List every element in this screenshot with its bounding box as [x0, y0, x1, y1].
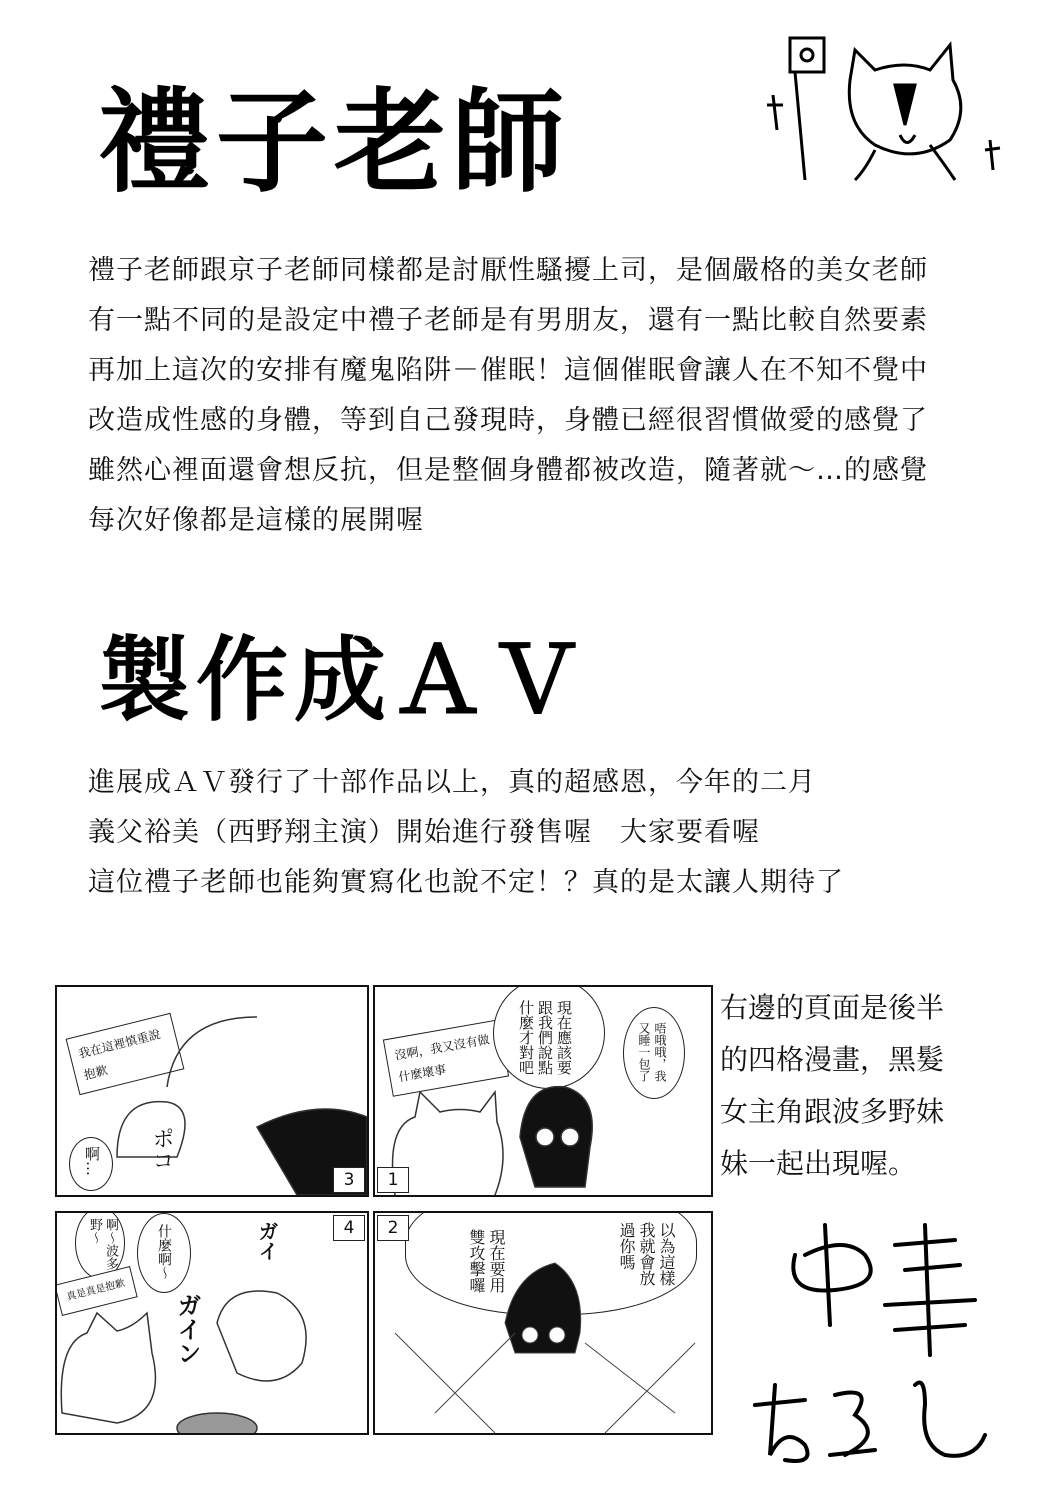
- speech-bubble: 唔哦哦，我又睡一包了: [623, 1007, 685, 1099]
- body-line: 義父裕美（西野翔主演）開始進行發售喔 大家要看喔: [88, 817, 760, 848]
- comic-panel-2: [373, 1211, 713, 1435]
- speech-bubble: 什麼啊～: [137, 1213, 191, 1293]
- body-line: 禮子老師跟京子老師同樣都是討厭性騷擾上司，是個嚴格的美女老師: [88, 255, 928, 286]
- body-line: 改造成性感的身體，等到自己發現時，身體已經很習慣做愛的感覺了: [88, 405, 928, 436]
- cat-doodle: [755, 30, 1005, 190]
- panel-number: 1: [377, 1167, 409, 1193]
- panel-number: 2: [377, 1215, 409, 1241]
- body-line: 雖然心裡面還會想反抗，但是整個身體都被改造，隨著就～…的感覺: [88, 455, 928, 486]
- section-title-reiko: 禮子老師: [98, 78, 570, 208]
- body-line: 再加上這次的安排有魔鬼陷阱－催眠！這個催眠會讓人在不知不覺中: [88, 355, 928, 386]
- speech-bubble: 啊…: [69, 1137, 113, 1191]
- comic-panel-4: [55, 1211, 369, 1435]
- side-note: [720, 982, 944, 1190]
- speech-bubble: 以為這樣我就會放過你嗎 現在要用雙攻擊囉: [405, 1211, 697, 1315]
- section-title-av: 製作成ＡＶ: [98, 627, 589, 734]
- comic-panel-3: [55, 985, 369, 1197]
- body-line: 這位禮子老師也能夠實寫化也說不定！？真的是太讓人期待了: [88, 867, 844, 898]
- panel-art: [57, 1213, 367, 1433]
- panel-number: 3: [333, 1167, 365, 1193]
- section2-body: [88, 758, 844, 908]
- speech-bubble: 現在應該要跟我們說點什麼才對吧: [493, 985, 605, 1089]
- body-line: 每次好像都是這樣的展開喔: [88, 505, 424, 536]
- side-note-line: 右邊的頁面是後半: [720, 991, 945, 1024]
- cat-sign: 沒啊，我又沒有做什麼壞事: [383, 1019, 509, 1097]
- panel-art: [57, 987, 367, 1195]
- side-note-line: 的四格漫畫，黑髮: [720, 1043, 945, 1076]
- panel-art: [375, 1213, 711, 1433]
- sound-effect: ガイン: [173, 1293, 201, 1365]
- side-note-line: 妹一起出現喔。: [720, 1147, 917, 1180]
- cat-sign: 我在這裡慎重說抱歉: [66, 1013, 185, 1095]
- cat-sign: 真是真是抱歉: [55, 1266, 138, 1316]
- side-note-line: 女主角跟波多野妹: [720, 1095, 945, 1128]
- sound-effect: ガイ: [255, 1221, 279, 1261]
- body-line: 有一點不同的是設定中禮子老師是有男朋友，還有一點比較自然要素: [88, 305, 928, 336]
- section1-body: [88, 246, 928, 546]
- panel-number: 4: [333, 1215, 365, 1241]
- sound-effect: ポコ: [149, 1127, 174, 1171]
- speech-bubble: 啊～波多野～: [75, 1211, 125, 1279]
- comic-panel-1: [373, 985, 713, 1197]
- panel-art: [375, 987, 711, 1195]
- four-panel-comic: [55, 985, 711, 1433]
- author-signature: [745, 1215, 1005, 1475]
- body-line: 進展成ＡＶ發行了十部作品以上，真的超感恩，今年的二月: [88, 767, 816, 798]
